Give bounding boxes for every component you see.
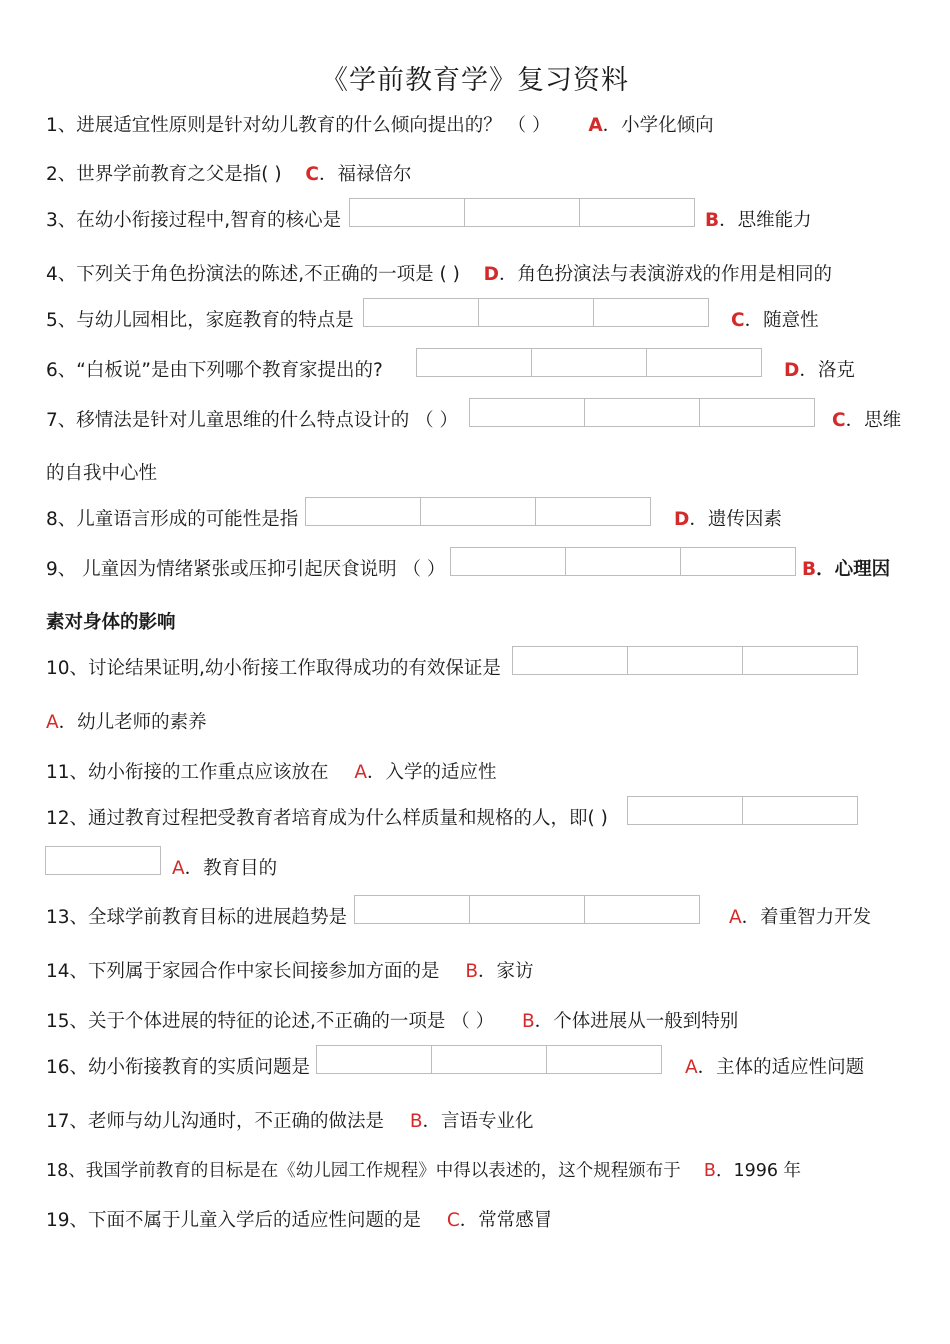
answer-13: A．着重智力开发 — [729, 907, 872, 928]
question-5 — [46, 309, 354, 333]
question-6 — [46, 359, 383, 383]
answer-12: A．教育目的 — [172, 858, 278, 879]
answer-boxes — [305, 497, 651, 526]
answer-boxes — [512, 646, 858, 675]
answer-text: 福禄倍尔 — [337, 164, 412, 185]
answer-8: D．遗传因素 — [674, 509, 782, 530]
answer-text: 遗传因素 — [707, 509, 782, 530]
answer-letter: B — [409, 1111, 423, 1132]
answer-text: 心理因 — [834, 559, 891, 580]
answer-letter: A — [172, 858, 185, 879]
question-text: 19、下面不属于儿童入学后的适应性问题的是 — [46, 1210, 422, 1231]
answer-letter: C — [446, 1210, 460, 1231]
answer-text: 家访 — [496, 961, 534, 982]
question-1: 1、进展适宜性原则是针对幼儿教育的什么倾向提出的？ （ ） A．小学化倾向 — [46, 115, 714, 136]
question-text: 3、在幼小衔接过程中,智育的核心是 — [46, 210, 342, 231]
question-4: 4、下列关于角色扮演法的陈述,不正确的一项是 ( ) D．角色扮演法与表演游戏的作用是相同的 — [46, 264, 833, 285]
answer-16: A．主体的适应性问题 — [685, 1057, 865, 1078]
question-text: 18、我国学前教育的目标是在《幼儿园工作规程》中得以表述的，这个规程颁布于 — [46, 1161, 681, 1181]
answer-text: 主体的适应性问题 — [716, 1057, 865, 1078]
question-text: 17、老师与幼儿沟通时，不正确的做法是 — [46, 1111, 385, 1132]
answer-boxes — [349, 198, 695, 227]
question-text: 12、通过教育过程把受教育者培育成为什么样质量和规格的人，即( ) — [46, 808, 608, 829]
answer-boxes — [469, 398, 815, 427]
answer-text: 入学的适应性 — [385, 762, 497, 783]
question-17: 17、老师与幼儿沟通时，不正确的做法是 B．言语专业化 — [46, 1111, 534, 1132]
answer-text: 角色扮演法与表演游戏的作用是相同的 — [517, 264, 833, 285]
question-text: 7、移情法是针对儿童思维的什么特点设计的 （ ） — [46, 410, 459, 431]
answer-text: 幼儿老师的素养 — [77, 712, 207, 733]
question-text: 15、关于个体进展的特征的论述,不正确的一项是 （ ） — [46, 1011, 495, 1032]
question-text: 11、幼小衔接的工作重点应该放在 — [46, 762, 329, 783]
question-text: 4、下列关于角色扮演法的陈述,不正确的一项是 ( ) — [46, 264, 460, 285]
answer-text: 思维 — [864, 410, 902, 431]
question-text: 1、进展适宜性原则是针对幼儿教育的什么倾向提出的？ （ ） — [46, 115, 551, 136]
question-8 — [46, 508, 298, 532]
answer-text: 小学化倾向 — [621, 115, 714, 136]
answer-text: 1996 年 — [733, 1161, 802, 1181]
question-9 — [46, 558, 445, 582]
answer-letter: B — [465, 961, 479, 982]
question-text: 9、 儿童因为情绪紧张或压抑引起厌食说明 （ ） — [46, 559, 446, 580]
answer-text: 着重智力开发 — [760, 907, 872, 928]
answer-boxes — [363, 298, 709, 327]
answer-text: 思维能力 — [737, 210, 812, 231]
answer-10: A．幼儿老师的素养 — [46, 712, 207, 733]
answer-letter: C — [305, 164, 319, 185]
question-text: 2、世界学前教育之父是指( ) — [46, 164, 282, 185]
question-19: 19、下面不属于儿童入学后的适应性问题的是 C．常常感冒 — [46, 1210, 553, 1231]
question-text: 13、全球学前教育目标的进展趋势是 — [46, 907, 348, 928]
answer-boxes — [354, 895, 700, 924]
answer-text: 常常感冒 — [478, 1210, 553, 1231]
question-10 — [46, 657, 501, 681]
question-11: 11、幼小衔接的工作重点应该放在 A．入学的适应性 — [46, 762, 497, 783]
answer-7: C．思维 — [832, 410, 902, 431]
answer-text: 个体进展从一般到特别 — [553, 1011, 739, 1032]
question-text: 14、下列属于家园合作中家长间接参加方面的是 — [46, 961, 440, 982]
answer-letter: B — [521, 1011, 535, 1032]
question-text: 8、儿童语言形成的可能性是指 — [46, 509, 299, 530]
question-text: 10、讨论结果证明,幼小衔接工作取得成功的有效保证是 — [46, 658, 501, 679]
question-16 — [46, 1056, 310, 1080]
answer-6: D．洛克 — [784, 360, 855, 381]
answer-boxes — [627, 796, 858, 825]
answer-5: C．随意性 — [731, 310, 819, 331]
question-18: 18、我国学前教育的目标是在《幼儿园工作规程》中得以表述的，这个规程颁布于 B．1996 年 — [46, 1161, 802, 1181]
answer-text: 教育目的 — [203, 858, 278, 879]
answer-letter: C — [832, 410, 846, 431]
answer-7-continued: 的自我中心性 — [46, 463, 158, 484]
question-12 — [46, 807, 608, 831]
question-3 — [46, 209, 341, 233]
answer-boxes — [416, 348, 762, 377]
answer-letter: B — [703, 1161, 716, 1181]
answer-3: B．思维能力 — [705, 210, 812, 231]
answer-letter: C — [731, 310, 745, 331]
answer-letter: D — [674, 509, 690, 530]
answer-letter: A — [588, 115, 603, 136]
answer-letter: D — [784, 360, 800, 381]
answer-text: 洛克 — [817, 360, 855, 381]
answer-letter: D — [483, 264, 499, 285]
answer-letter: A — [46, 712, 59, 733]
answer-letter: A — [729, 907, 742, 928]
answer-letter: A — [354, 762, 367, 783]
answer-letter: A — [685, 1057, 698, 1078]
answer-letter: B — [705, 210, 720, 231]
question-15: 15、关于个体进展的特征的论述,不正确的一项是 （ ） B．个体进展从一般到特别 — [46, 1011, 739, 1032]
answer-9: B．心理因 — [802, 559, 891, 580]
question-text: 5、与幼儿园相比，家庭教育的特点是 — [46, 310, 354, 331]
question-14: 14、下列属于家园合作中家长间接参加方面的是 B．家访 — [46, 961, 534, 982]
question-7 — [46, 409, 458, 433]
answer-text: 言语专业化 — [441, 1111, 534, 1132]
answer-boxes — [45, 846, 161, 875]
question-13 — [46, 906, 347, 930]
answer-letter: B — [802, 559, 817, 580]
answer-boxes — [316, 1045, 662, 1074]
page-title: 《学前教育学》复习资料 — [321, 65, 629, 96]
question-text: 6、“白板说”是由下列哪个教育家提出的? — [46, 360, 383, 381]
answer-boxes — [450, 547, 796, 576]
question-text: 16、幼小衔接教育的实质问题是 — [46, 1057, 311, 1078]
answer-text: 随意性 — [763, 310, 819, 331]
question-2: 2、世界学前教育之父是指( ) C．福禄倍尔 — [46, 164, 412, 185]
answer-9-continued: 素对身体的影响 — [46, 612, 176, 633]
